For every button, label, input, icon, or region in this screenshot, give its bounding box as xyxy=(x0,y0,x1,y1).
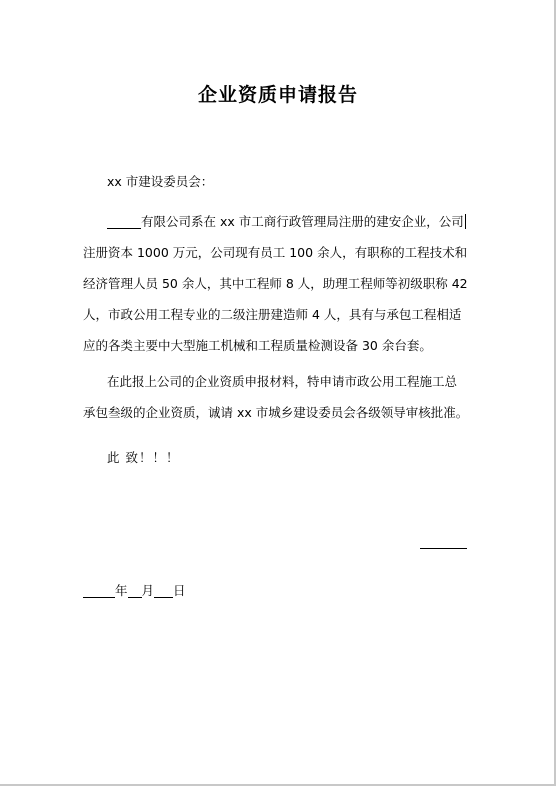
company-name-blank[interactable] xyxy=(107,214,141,229)
year-blank[interactable] xyxy=(83,583,115,598)
day-label: 日 xyxy=(173,583,186,598)
paragraph-1-line-3: 经济管理人员 50 余人，其中工程师 8 人，助理工程师等初级职称 42 xyxy=(83,276,468,291)
salutation: xx 市建设委员会： xyxy=(107,174,214,189)
document-title: 企业资质申请报告 xyxy=(197,84,358,106)
signature-blank[interactable] xyxy=(420,548,467,549)
paragraph-1 xyxy=(83,206,475,361)
paragraph-2-line-1: 在此报上公司的企业资质申报材料，特申请市政公用工程施工总 xyxy=(107,374,458,389)
year-label: 年 xyxy=(115,583,128,598)
month-label: 月 xyxy=(141,583,155,598)
date-line xyxy=(83,575,186,606)
paragraph-1-line-1 xyxy=(83,206,475,237)
paragraph-2 xyxy=(83,366,475,428)
closing-phrase: 此 致！！！ xyxy=(107,450,180,465)
paragraph-1-line-4: 人，市政公用工程专业的二级注册建造师 4 人，具有与承包工程相适 xyxy=(83,307,462,322)
day-blank[interactable] xyxy=(154,583,173,598)
paragraph-1-line-2: 注册资本 1000 万元，公司现有员工 100 余人，有职称的工程技术和 xyxy=(83,245,468,260)
paragraph-2-line-2: 承包叁级的企业资质，诚请 xx 市城乡建设委员会各级领导审核批准。 xyxy=(83,405,469,420)
paragraph-1-line-1-text: 有限公司系在 xx 市工商行政管理局注册的建安企业，公司 xyxy=(141,214,464,229)
text-cursor xyxy=(465,214,467,229)
month-blank[interactable] xyxy=(128,583,142,598)
paragraph-1-line-5: 应的各类主要中大型施工机械和工程质量检测设备 30 余台套。 xyxy=(83,338,432,353)
